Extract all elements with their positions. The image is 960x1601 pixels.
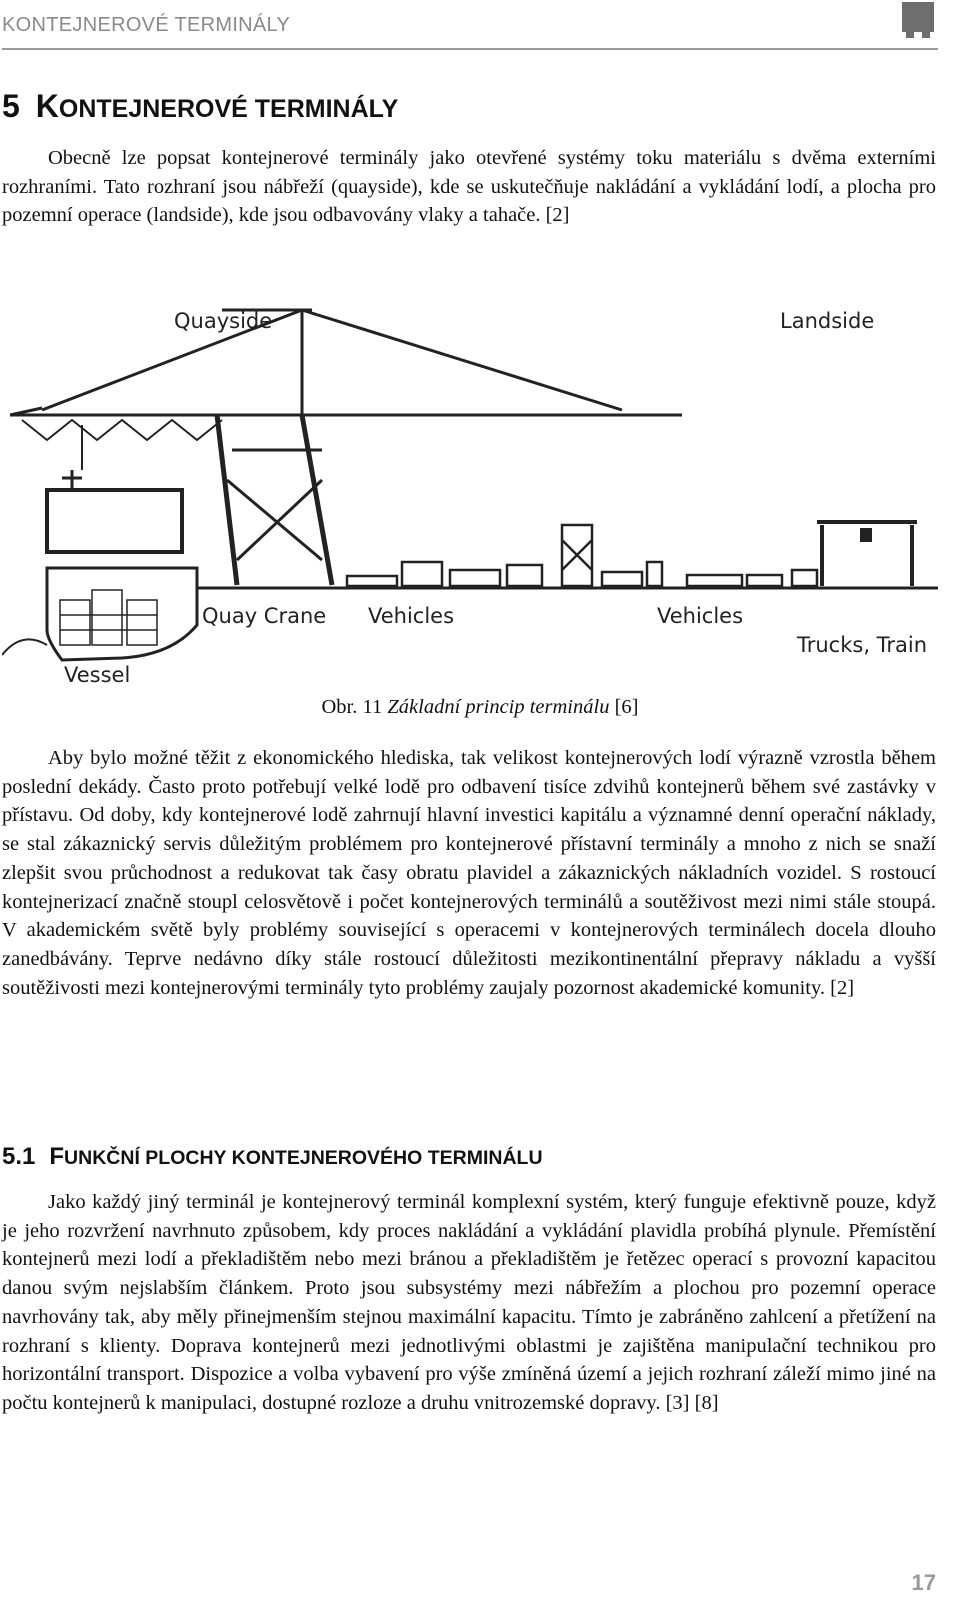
section-title-rest: UNKČNÍ PLOCHY KONTEJNEROVÉHO TERMINÁLU: [64, 1147, 543, 1169]
page-number: 17: [911, 1570, 936, 1595]
section-number: 5.1: [2, 1143, 36, 1170]
quayside-label: Quayside: [174, 309, 273, 333]
quay-crane-label: Quay Crane: [202, 604, 327, 628]
figure-caption: [0, 696, 960, 719]
landside-label: Landside: [780, 309, 875, 333]
functional-areas-paragraph: Jako každý jiný terminál je kontejnerový terminál komplexní systém, který funguje efektivně pouze, když je jeho rozvržení navrhnuto způsobem, kdy proces nakládání a vykládání plavidla probíhá plynule. Přemístění kontejnerů mezi lodí a překladištěm nebo mezi bránou a překladištěm je řetězec operací s provozní kapacitou danou svým nejslabším článkem. Proto jsou subsystémy mezi nábřežím a plochou pro pozemní operace navrhovány tak, aby měly přinejmenším stejnou maximální kapacitu. Tímto je zabráněno zahlcení a přetížení na rozhraní s klienty. Doprava kontejnerů mezi jednotlivými oblastmi je zajištěna manipulační technikou pro horizontální transport. Dispozice a volba vybavení pro výše zmíněná území a jejich rozhraní záleží mimo jiné na počtu kontejnerů k manipulaci, dostupné rozloze a druhu vnitrozemské dopravy. [3] [8]: [2, 1191, 936, 1414]
figure-drawing: [2, 310, 938, 660]
running-header: [2, 10, 938, 50]
chapter-title-initial: K: [35, 88, 59, 124]
caption-reference: [6]: [609, 696, 639, 718]
chapter-number: 5: [2, 88, 20, 124]
caption-title: Základní princip terminálu: [387, 696, 610, 718]
vessel-label: Vessel: [64, 663, 131, 687]
section-heading: [2, 1143, 543, 1171]
intro-paragraph: Obecně lze popsat kontejnerové terminály jako otevřené systémy toku materiálu s dvěma externími rozhraními. Tato rozhraní jsou nábřeží (quayside), kde se uskutečňuje nakládání a vykládání lodí, a plocha pro pozemní operace (landside), kde jsou odbavovány vlaky a tahače. [2]: [2, 147, 936, 227]
economics-paragraph: Aby bylo možné těžit z ekonomického hlediska, tak velikost kontejnerových lodí výrazně vzrostla během poslední dekády. Často proto potřebují velké lodě pro odbavení tisíce zdvihů kontejnerů během své zastávky v přístavu. Od doby, kdy kontejnerové lodě zahrnují hlavní investici kapitálu a významné denní operační náklady, se stal zákaznický servis důležitým problémem pro kontejnerové přístavní terminály a mnoho z nich se snaží zlepšit svou průchodnost a redukovat tak časy obratu plavidel a zákaznických nákladních vozidel. S rostoucí kontejnerizací značně stoupl celosvětově i počet kontejnerových terminálů a soutěživost mezi nimi stále stoupá. V akademickém světě byly problémy související s operacemi v kontejnerových terminálech docela dlouho zanedbávány. Teprve nedávno díky stále rostoucí důležitosti mezikontinentální přepravy nákladu a vyšší soutěživosti mezi kontejnerovými terminály tyto problémy zaujaly pozornost akademické komunity. [2]: [2, 747, 936, 999]
chapter-heading: [2, 88, 398, 125]
vehicles-right-label: Vehicles: [657, 604, 744, 628]
terminal-principle-figure: [2, 300, 938, 695]
gray-corner-block-icon: [902, 2, 934, 40]
running-header-title: KONTEJNEROVÉ TERMINÁLY: [2, 14, 291, 36]
chapter-title-rest: ONTEJNEROVÉ TERMINÁLY: [58, 95, 399, 123]
section-title-initial: F: [49, 1143, 65, 1170]
vehicles-left-label: Vehicles: [368, 604, 455, 628]
caption-prefix: Obr. 11: [321, 696, 388, 718]
trucks-train-label: Trucks, Train: [797, 633, 928, 657]
